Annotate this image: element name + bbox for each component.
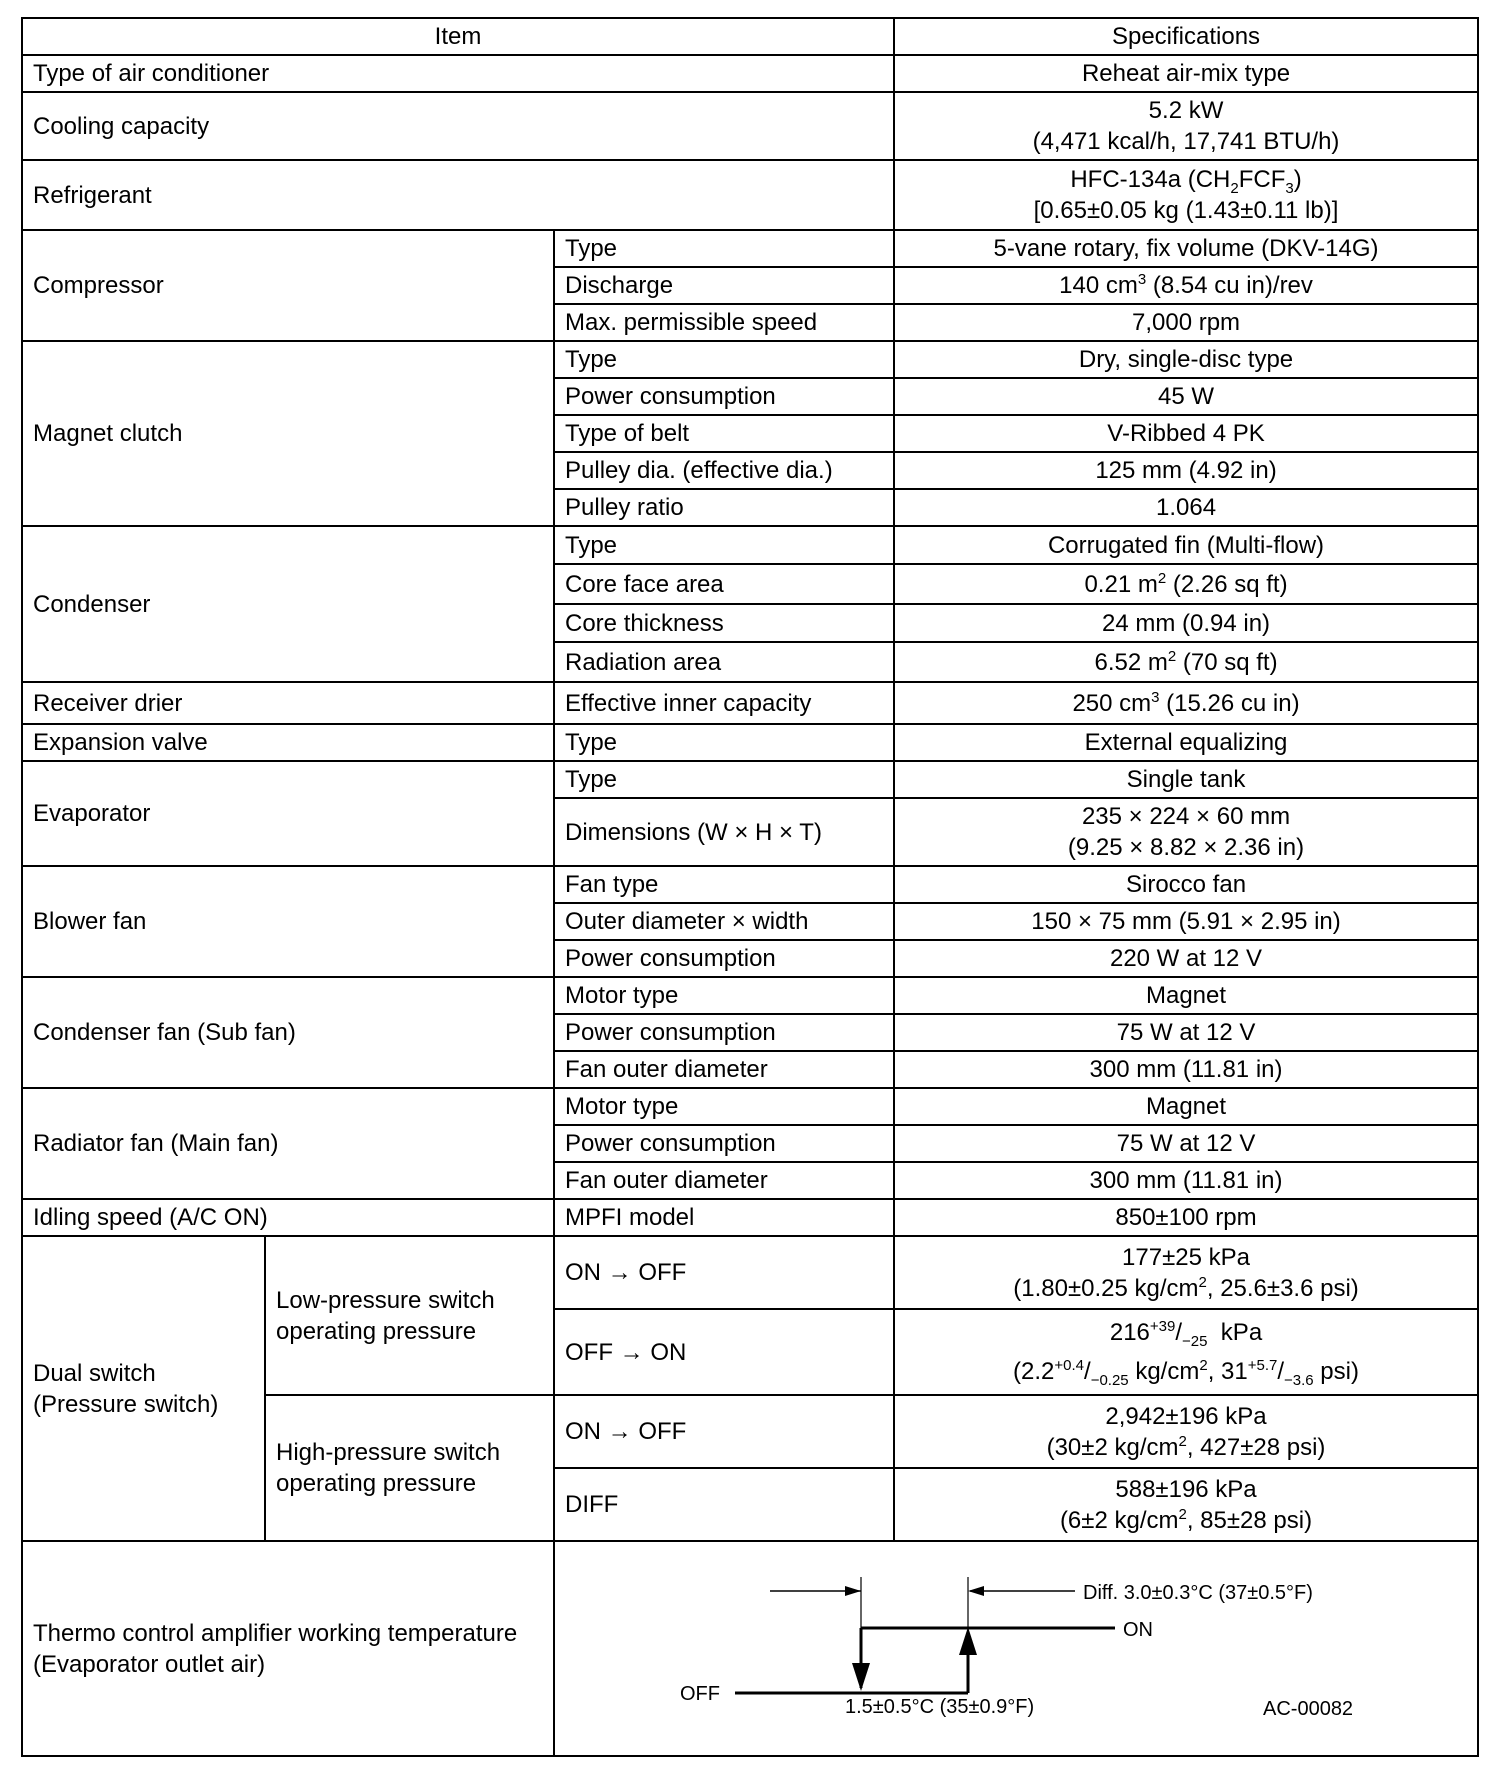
sub-label: Radiation area [554,642,894,682]
label-line: Dual switch [33,1359,156,1387]
label-line: (Evaporator outlet air) [33,1650,266,1678]
sub-label: Type [554,230,894,267]
diff-label: Diff. 3.0±0.3°C (37±0.5°F) [1083,1582,1313,1604]
text-fragment: , 427±28 psi) [1186,1433,1326,1461]
thermo-diagram [555,1543,1475,1754]
temperature-label: 1.5±0.5°C (35±0.9°F) [845,1696,1035,1718]
text-fragment: ) [1293,166,1302,193]
sub-label: Motor type [554,1088,894,1125]
row-label: Receiver drier [22,682,554,724]
row-label: Compressor [22,230,554,341]
sub-label: Type of belt [554,415,894,452]
text-fragment: (6±2 kg/cm [1059,1506,1179,1534]
table-row [22,1199,1478,1236]
value-line: 2,942±196 kPa [1105,1402,1267,1430]
value-line: 588±196 kPa [1115,1475,1257,1503]
text-fragment: 0.21 m [1084,570,1158,598]
value-line [905,164,1467,195]
label-line: operating pressure [276,1470,477,1497]
row-value: Sirocco fan [894,866,1478,903]
value-line [905,1317,1467,1348]
superscript: 2 [1198,1273,1207,1291]
sub-label: Max. permissible speed [554,304,894,341]
high-pressure-label [265,1395,554,1541]
sub-label: ON → OFF [554,1236,894,1309]
subscript: −3.6 [1284,1371,1314,1389]
sub-label: OFF → ON [554,1309,894,1395]
superscript: 2 [1199,1357,1208,1374]
thermo-diagram-cell [554,1541,1478,1756]
label-line: (Pressure switch) [33,1390,219,1418]
table-row [22,866,1478,903]
arrow-down-icon [852,1663,870,1691]
text-fragment: (2.26 sq ft) [1166,570,1288,598]
subscript: 2 [1230,179,1239,197]
dimension-arrow-right-icon [845,1586,861,1596]
sub-label: MPFI model [554,1199,894,1236]
text-fragment: , 85±28 psi) [1186,1506,1313,1534]
row-label: Cooling capacity [22,92,894,160]
sub-label: Power consumption [554,940,894,977]
row-label: Magnet clutch [22,341,554,526]
header-specifications: Specifications [894,18,1478,55]
header-item: Item [22,18,894,55]
superscript: +39 [1149,1318,1176,1335]
row-value: Single tank [894,761,1478,798]
sub-label: Power consumption [554,1125,894,1162]
row-label: Radiator fan (Main fan) [22,1088,554,1199]
label-line: Thermo control amplifier working temperature [33,1619,518,1647]
row-value: 300 mm (11.81 in) [894,1051,1478,1088]
text-fragment: (2.2 [1013,1358,1055,1385]
sub-label: Type [554,341,894,378]
sub-label: Pulley ratio [554,489,894,526]
row-value: 45 W [894,378,1478,415]
row-value: 5-vane rotary, fix volume (DKV-14G) [894,230,1478,267]
text-fragment: (8.54 cu in)/rev [1146,272,1313,299]
value-line: [0.65±0.05 kg (1.43±0.11 lb)] [1033,197,1339,224]
row-value: 220 W at 12 V [894,940,1478,977]
value-line: 5.2 kW [1148,97,1224,124]
text-fragment: (30±2 kg/cm [1046,1433,1179,1461]
row-value [894,1395,1478,1468]
superscript: +5.7 [1247,1357,1278,1374]
row-label: Condenser fan (Sub fan) [22,977,554,1088]
subscript: −0.25 [1090,1371,1129,1389]
row-value [894,160,1478,230]
row-value: 150 × 75 mm (5.91 × 2.95 in) [894,903,1478,940]
row-value: 1.064 [894,489,1478,526]
arrow-up-icon [959,1627,977,1655]
row-value: 850±100 rpm [894,1199,1478,1236]
sub-label: Dimensions (W × H × T) [554,798,894,866]
table-row [22,682,1478,724]
sub-label: Type [554,724,894,761]
text-fragment: kg/cm [1128,1358,1200,1385]
sub-label: Motor type [554,977,894,1014]
row-value [894,92,1478,160]
table-row [22,1236,1478,1309]
figure-code: AC-00082 [1263,1698,1354,1720]
sub-label: Core face area [554,564,894,604]
sub-label: Fan outer diameter [554,1162,894,1199]
row-value [894,642,1478,682]
dimension-arrow-left-icon [968,1586,984,1596]
row-label: Expansion valve [22,724,554,761]
on-label: ON [1123,1619,1153,1641]
row-value: 7,000 rpm [894,304,1478,341]
row-value [894,564,1478,604]
row-value: Reheat air-mix type [894,55,1478,92]
row-value: External equalizing [894,724,1478,761]
sub-label: Fan type [554,866,894,903]
specifications-table [21,17,1479,1757]
table-row [22,92,1478,160]
superscript: 3 [1151,688,1160,706]
value-line: 235 × 224 × 60 mm [1081,803,1291,830]
label-line: operating pressure [276,1317,477,1345]
superscript: 2 [1178,1505,1187,1523]
row-label: Evaporator [22,761,554,866]
row-value: V-Ribbed 4 PK [894,415,1478,452]
table-row [22,977,1478,1014]
text-fragment: HFC-134a (CH [1070,166,1231,193]
text-fragment: (1.80±0.25 kg/cm [1013,1274,1199,1302]
row-value: 125 mm (4.92 in) [894,452,1478,489]
superscript: 2 [1167,647,1177,665]
table-row [22,724,1478,761]
value-line [905,1505,1467,1536]
row-value: 75 W at 12 V [894,1014,1478,1051]
row-value [894,1468,1478,1541]
value-line: (9.25 × 8.82 × 2.36 in) [1067,834,1305,861]
table-row [22,526,1478,564]
table-row [22,160,1478,230]
off-label: OFF [680,1683,720,1705]
table-row [22,1541,1478,1756]
row-value: Magnet [894,1088,1478,1125]
sub-label: DIFF [554,1468,894,1541]
sub-label: Effective inner capacity [554,682,894,724]
text-fragment: , 25.6±3.6 psi) [1206,1274,1359,1302]
sub-label: Outer diameter × width [554,903,894,940]
value-line [905,1356,1467,1387]
row-label: Condenser [22,526,554,682]
sub-label: Core thickness [554,604,894,642]
row-label: Idling speed (A/C ON) [22,1199,554,1236]
label-line: Low-pressure switch [276,1286,495,1314]
text-fragment: psi) [1313,1358,1359,1385]
superscript: 2 [1178,1432,1187,1450]
row-value: 24 mm (0.94 in) [894,604,1478,642]
table-row [22,761,1478,798]
text-fragment: / [1084,1358,1091,1385]
text-fragment: (70 sq ft) [1176,648,1278,676]
sub-label: Power consumption [554,378,894,415]
text-fragment: kPa [1207,1319,1263,1346]
superscript: 3 [1137,271,1147,288]
value-line [905,1273,1467,1304]
text-fragment: (15.26 cu in) [1159,689,1300,717]
row-value [894,682,1478,724]
row-value [894,798,1478,866]
row-value: 75 W at 12 V [894,1125,1478,1162]
row-value [894,1309,1478,1395]
row-value: Magnet [894,977,1478,1014]
label-line: High-pressure switch [276,1439,501,1466]
value-line: 177±25 kPa [1122,1243,1250,1271]
subscript: −25 [1182,1332,1208,1350]
value-line [905,1432,1467,1463]
text-fragment: FCF [1238,166,1286,193]
low-pressure-label [265,1236,554,1395]
sub-label: ON → OFF [554,1395,894,1468]
subscript: 3 [1285,179,1294,197]
sub-label: Fan outer diameter [554,1051,894,1088]
value-line: (4,471 kcal/h, 17,741 BTU/h) [1032,128,1340,155]
sub-label: Type [554,761,894,798]
sub-label: Pulley dia. (effective dia.) [554,452,894,489]
sub-label: Power consumption [554,1014,894,1051]
row-label: Type of air conditioner [22,55,894,92]
row-value: Dry, single-disc type [894,341,1478,378]
text-fragment: 250 cm [1072,689,1152,717]
text-fragment: 216 [1109,1319,1150,1346]
text-fragment: / [1277,1358,1285,1385]
superscript: 2 [1157,569,1167,587]
table-row [22,341,1478,378]
text-fragment: / [1175,1319,1183,1346]
table-row [22,55,1478,92]
row-value [894,1236,1478,1309]
sub-label: Type [554,526,894,564]
table-row [22,1088,1478,1125]
superscript: +0.4 [1054,1357,1085,1374]
table-header-row [22,18,1478,55]
row-label [22,1541,554,1756]
row-label: Blower fan [22,866,554,977]
row-value [894,267,1478,304]
table-row [22,230,1478,267]
text-fragment: 140 cm [1059,272,1138,299]
text-fragment: , 31 [1207,1358,1248,1385]
sub-label: Discharge [554,267,894,304]
text-fragment: 6.52 m [1094,648,1168,676]
row-value: Corrugated fin (Multi-flow) [894,526,1478,564]
dual-switch-label [22,1236,265,1541]
row-label: Refrigerant [22,160,894,230]
row-value: 300 mm (11.81 in) [894,1162,1478,1199]
